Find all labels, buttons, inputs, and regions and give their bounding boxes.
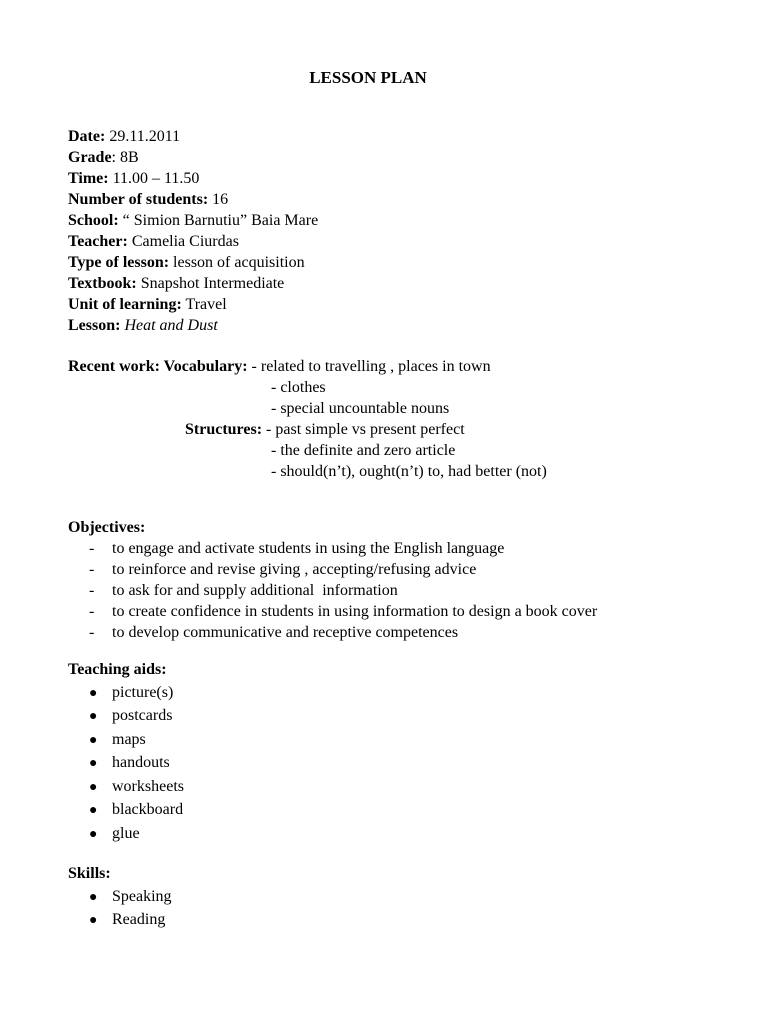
objectives-heading: Objectives:: [68, 519, 146, 536]
unit-line: [68, 294, 227, 315]
unit-value: Travel: [181, 296, 227, 313]
students-label: Number of students:: [68, 191, 209, 208]
structures-label: Structures:: [185, 421, 263, 438]
objective-text: to develop communicative and receptive competences: [112, 624, 459, 641]
objective-text: to create confidence in students in using information to design a book cover: [112, 603, 598, 620]
skill-text: Reading: [112, 911, 166, 928]
lesson-type-label: Type of lesson:: [68, 254, 170, 271]
list-item: [89, 799, 183, 820]
grade-line: [68, 147, 139, 168]
vocabulary-label: Vocabulary:: [159, 358, 248, 375]
aid-text: handouts: [112, 754, 170, 771]
objective-text: to reinforce and revise giving , accepting/refusing advice: [112, 561, 477, 578]
aid-text: picture(s): [112, 684, 174, 701]
vocabulary-item: - clothes: [271, 379, 326, 396]
aid-text: glue: [112, 825, 140, 842]
page-title: LESSON PLAN: [309, 68, 427, 87]
students-line: [68, 189, 228, 210]
list-item: [89, 729, 146, 750]
grade-label: Grade: [68, 149, 112, 166]
lesson-value: Heat and Dust: [120, 317, 218, 334]
list-item: [89, 682, 173, 703]
unit-label: Unit of learning:: [68, 296, 182, 313]
dash-marker: -: [89, 582, 95, 599]
list-item: [89, 580, 398, 601]
date-line: [68, 126, 180, 147]
school-value: “ Simion Barnutiu” Baia Mare: [118, 212, 319, 229]
list-item: [89, 622, 458, 643]
school-line: [68, 210, 318, 231]
lesson-type-value: lesson of acquisition: [169, 254, 305, 271]
list-item: [89, 705, 172, 726]
teacher-line: [68, 231, 239, 252]
lesson-label: Lesson:: [68, 317, 121, 334]
structures-item: - the definite and zero article: [271, 442, 456, 459]
dash-marker: -: [89, 624, 95, 641]
recent-work-line: [68, 356, 491, 377]
structures-line: [185, 419, 465, 440]
lesson-line: [68, 315, 218, 336]
list-item: [89, 538, 504, 559]
list-item: [89, 776, 184, 797]
textbook-line: [68, 273, 284, 294]
aid-text: blackboard: [112, 801, 184, 818]
aid-text: worksheets: [112, 778, 184, 795]
date-label: Date:: [68, 128, 106, 145]
dash-marker: -: [89, 540, 95, 557]
vocabulary-item: - related to travelling , places in town: [247, 358, 491, 375]
structures-item: - past simple vs present perfect: [262, 421, 465, 438]
textbook-value: Snapshot Intermediate: [136, 275, 285, 292]
dash-marker: -: [89, 561, 95, 578]
grade-value: : 8B: [111, 149, 139, 166]
bullet-icon: ●: [89, 803, 98, 818]
objective-text: to engage and activate students in using the English language: [112, 540, 505, 557]
time-line: [68, 168, 199, 189]
teacher-label: Teacher:: [68, 233, 128, 250]
aid-text: postcards: [112, 707, 173, 724]
bullet-icon: ●: [89, 733, 98, 748]
school-label: School:: [68, 212, 119, 229]
vocabulary-item: - special uncountable nouns: [271, 400, 450, 417]
list-item: [89, 601, 597, 622]
bullet-icon: ●: [89, 913, 98, 928]
skill-text: Speaking: [112, 888, 172, 905]
bullet-icon: ●: [89, 890, 98, 905]
objective-text: to ask for and supply additional information: [112, 582, 398, 599]
dash-marker: -: [89, 603, 95, 620]
structures-item: - should(n’t), ought(n’t) to, had better (not): [271, 463, 547, 480]
bullet-icon: ●: [89, 827, 98, 842]
bullet-icon: ●: [89, 756, 98, 771]
bullet-icon: ●: [89, 686, 98, 701]
bullet-icon: ●: [89, 780, 98, 795]
list-item: [89, 752, 170, 773]
recent-work-label: Recent work:: [68, 358, 160, 375]
bullet-icon: ●: [89, 709, 98, 724]
list-item: [89, 559, 476, 580]
students-value: 16: [208, 191, 229, 208]
list-item: [89, 909, 165, 930]
time-label: Time:: [68, 170, 109, 187]
date-value: 29.11.2011: [105, 128, 181, 145]
list-item: [89, 823, 140, 844]
list-item: [89, 886, 172, 907]
time-value: 11.00 – 11.50: [108, 170, 200, 187]
lesson-type-line: [68, 252, 305, 273]
skills-heading: Skills:: [68, 865, 111, 882]
teacher-value: Camelia Ciurdas: [127, 233, 239, 250]
teaching-aids-heading: Teaching aids:: [68, 661, 167, 678]
aid-text: maps: [112, 731, 146, 748]
textbook-label: Textbook:: [68, 275, 137, 292]
